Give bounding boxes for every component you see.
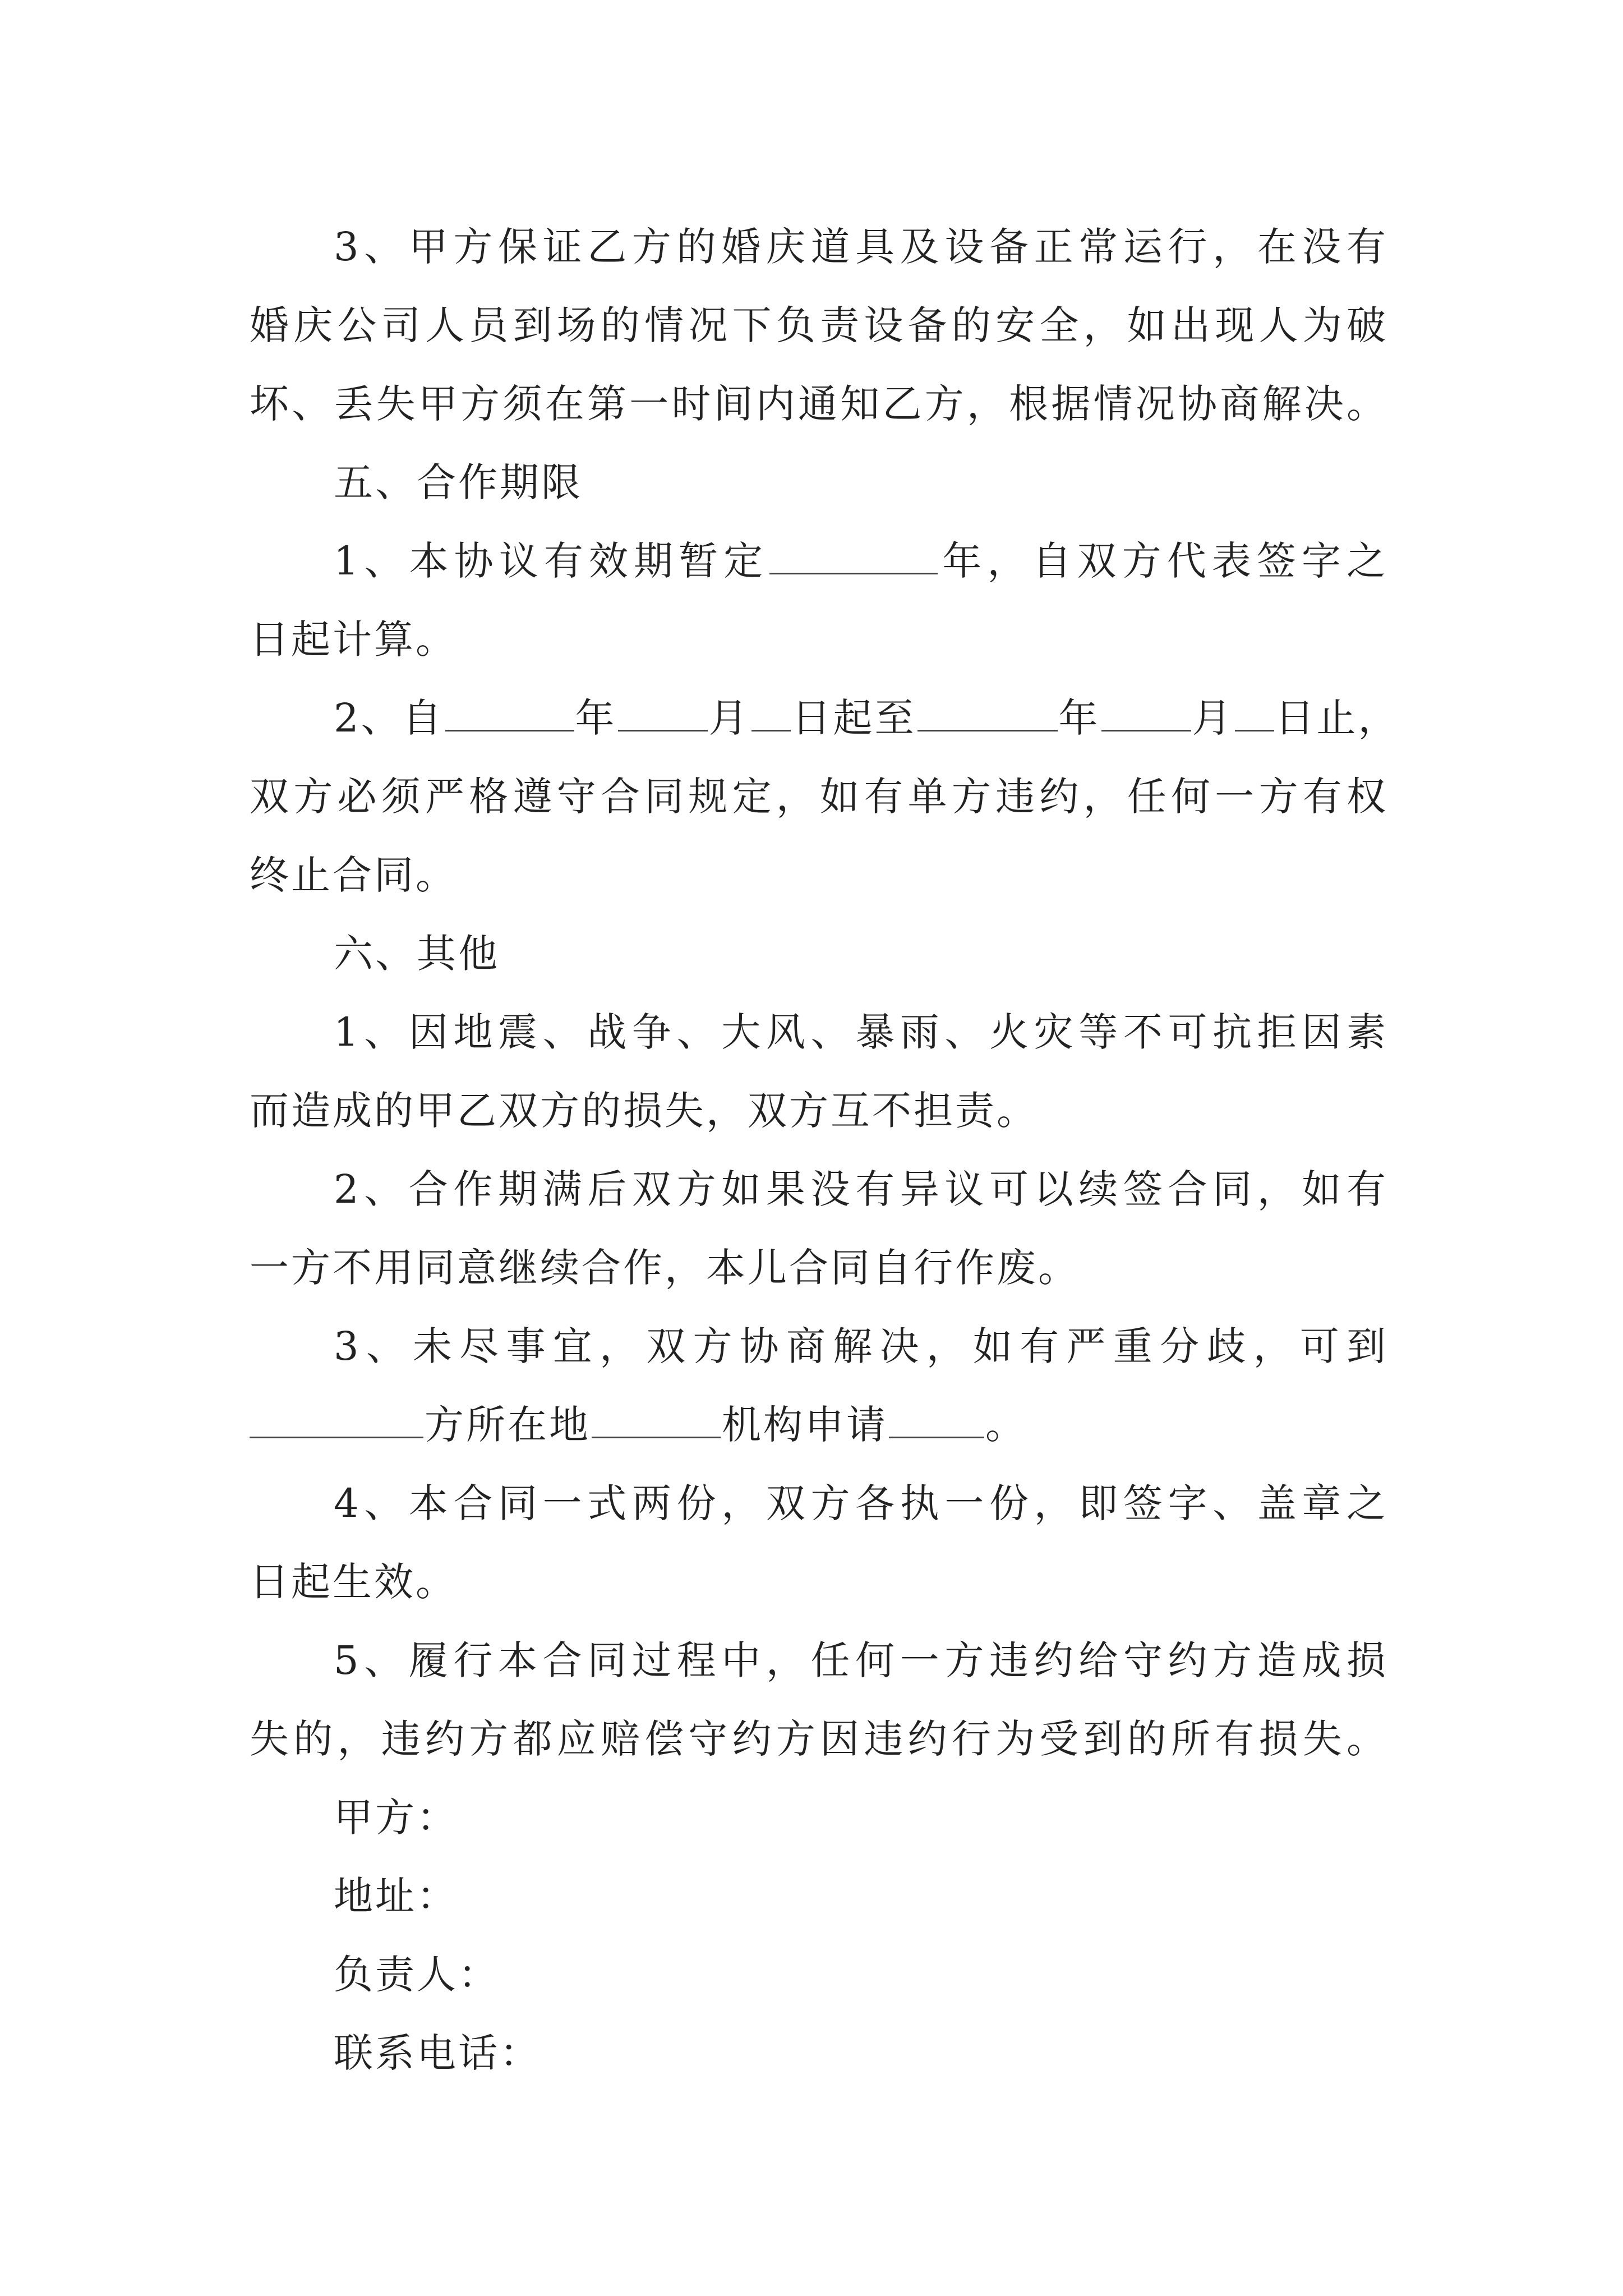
blank-end-day (1235, 689, 1274, 731)
clause-6-4-line-2: 日起生效。 (250, 1559, 457, 1605)
clause-3-line-2: 婚庆公司人员到场的情况下负责设备的安全，如出现人为破 (250, 302, 1388, 348)
clause-6-2-line-1: 2、合作期满后双方如果没有异议可以续签合同，如有 (334, 1166, 1388, 1212)
clause-6-3-t1: 方所在地 (425, 1402, 591, 1448)
blank-end-year (917, 689, 1058, 731)
contract-page (250, 208, 1400, 2092)
blank-location (592, 1396, 721, 1438)
signature-person-in-charge: 负责人： (334, 1952, 500, 1998)
signature-party-a: 甲方： (334, 1795, 458, 1841)
clause-6-5-line-1: 5、履行本合同过程中，任何一方违约给守约方造成损 (334, 1637, 1388, 1683)
signature-phone: 联系电话： (334, 2030, 541, 2076)
blank-start-month (618, 689, 708, 731)
clause-5-2-line-2: 双方必须严格遵守合同规定，如有单方违约，任何一方有权 (250, 774, 1388, 820)
blank-start-day (751, 689, 791, 731)
clause-5-2-t6: 月 (1192, 695, 1234, 741)
clause-5-2-t1: 2、自 (334, 695, 444, 741)
clause-6-5-line-2: 失的，违约方都应赔偿守约方因违约行为受到的所有损失。 (250, 1716, 1388, 1762)
blank-institution (889, 1396, 984, 1438)
clause-5-1-line-1 (250, 522, 1388, 600)
clause-5-1-suffix: 年，自双方代表签字之 (939, 538, 1388, 584)
clause-5-1-line-2: 日起计算。 (250, 616, 457, 662)
clause-3-line-1: 3、甲方保证乙方的婚庆道具及设备正常运行，在没有 (334, 224, 1388, 270)
blank-start-year (445, 689, 574, 731)
clause-6-1-line-1: 1、因地震、战争、大风、暴雨、火灾等不可抗拒因素 (334, 1009, 1388, 1055)
clause-5-2-t5: 年 (1058, 695, 1100, 741)
section-6-heading: 六、其他 (334, 931, 500, 977)
clause-5-2-line-3: 终止合同。 (250, 852, 457, 898)
clause-5-2-t7: 日止， (1275, 695, 1400, 741)
clause-6-1-line-2: 而造成的甲乙双方的损失，双方互不担责。 (250, 1088, 1038, 1134)
clause-6-3-t2: 机构申请 (722, 1402, 888, 1448)
blank-party (250, 1396, 423, 1438)
clause-6-4-line-1: 4、本合同一式两份，双方各执一份，即签字、盖章之 (334, 1480, 1388, 1526)
signature-address: 地址： (334, 1873, 458, 1919)
clause-5-2-line-1 (250, 679, 1400, 757)
clause-5-2-t3: 月 (708, 695, 750, 741)
clause-6-3-line-2 (250, 1386, 1388, 1464)
clause-5-2-t2: 年 (575, 695, 617, 741)
clause-6-2-line-2: 一方不用同意继续合作，本儿合同自行作废。 (250, 1245, 1080, 1291)
clause-6-3-t3: 。 (985, 1402, 1027, 1448)
clause-5-1-prefix: 1、本协议有效期暂定 (334, 538, 769, 584)
clause-5-2-t4: 日起至 (791, 695, 916, 741)
blank-term-years (769, 532, 938, 574)
section-5-heading: 五、合作期限 (334, 459, 583, 505)
clause-3-line-3: 坏、丢失甲方须在第一时间内通知乙方，根据情况协商解决。 (250, 381, 1388, 427)
clause-6-3-line-1: 3、未尽事宜，双方协商解决，如有严重分歧，可到 (334, 1323, 1388, 1369)
blank-end-month (1101, 689, 1191, 731)
